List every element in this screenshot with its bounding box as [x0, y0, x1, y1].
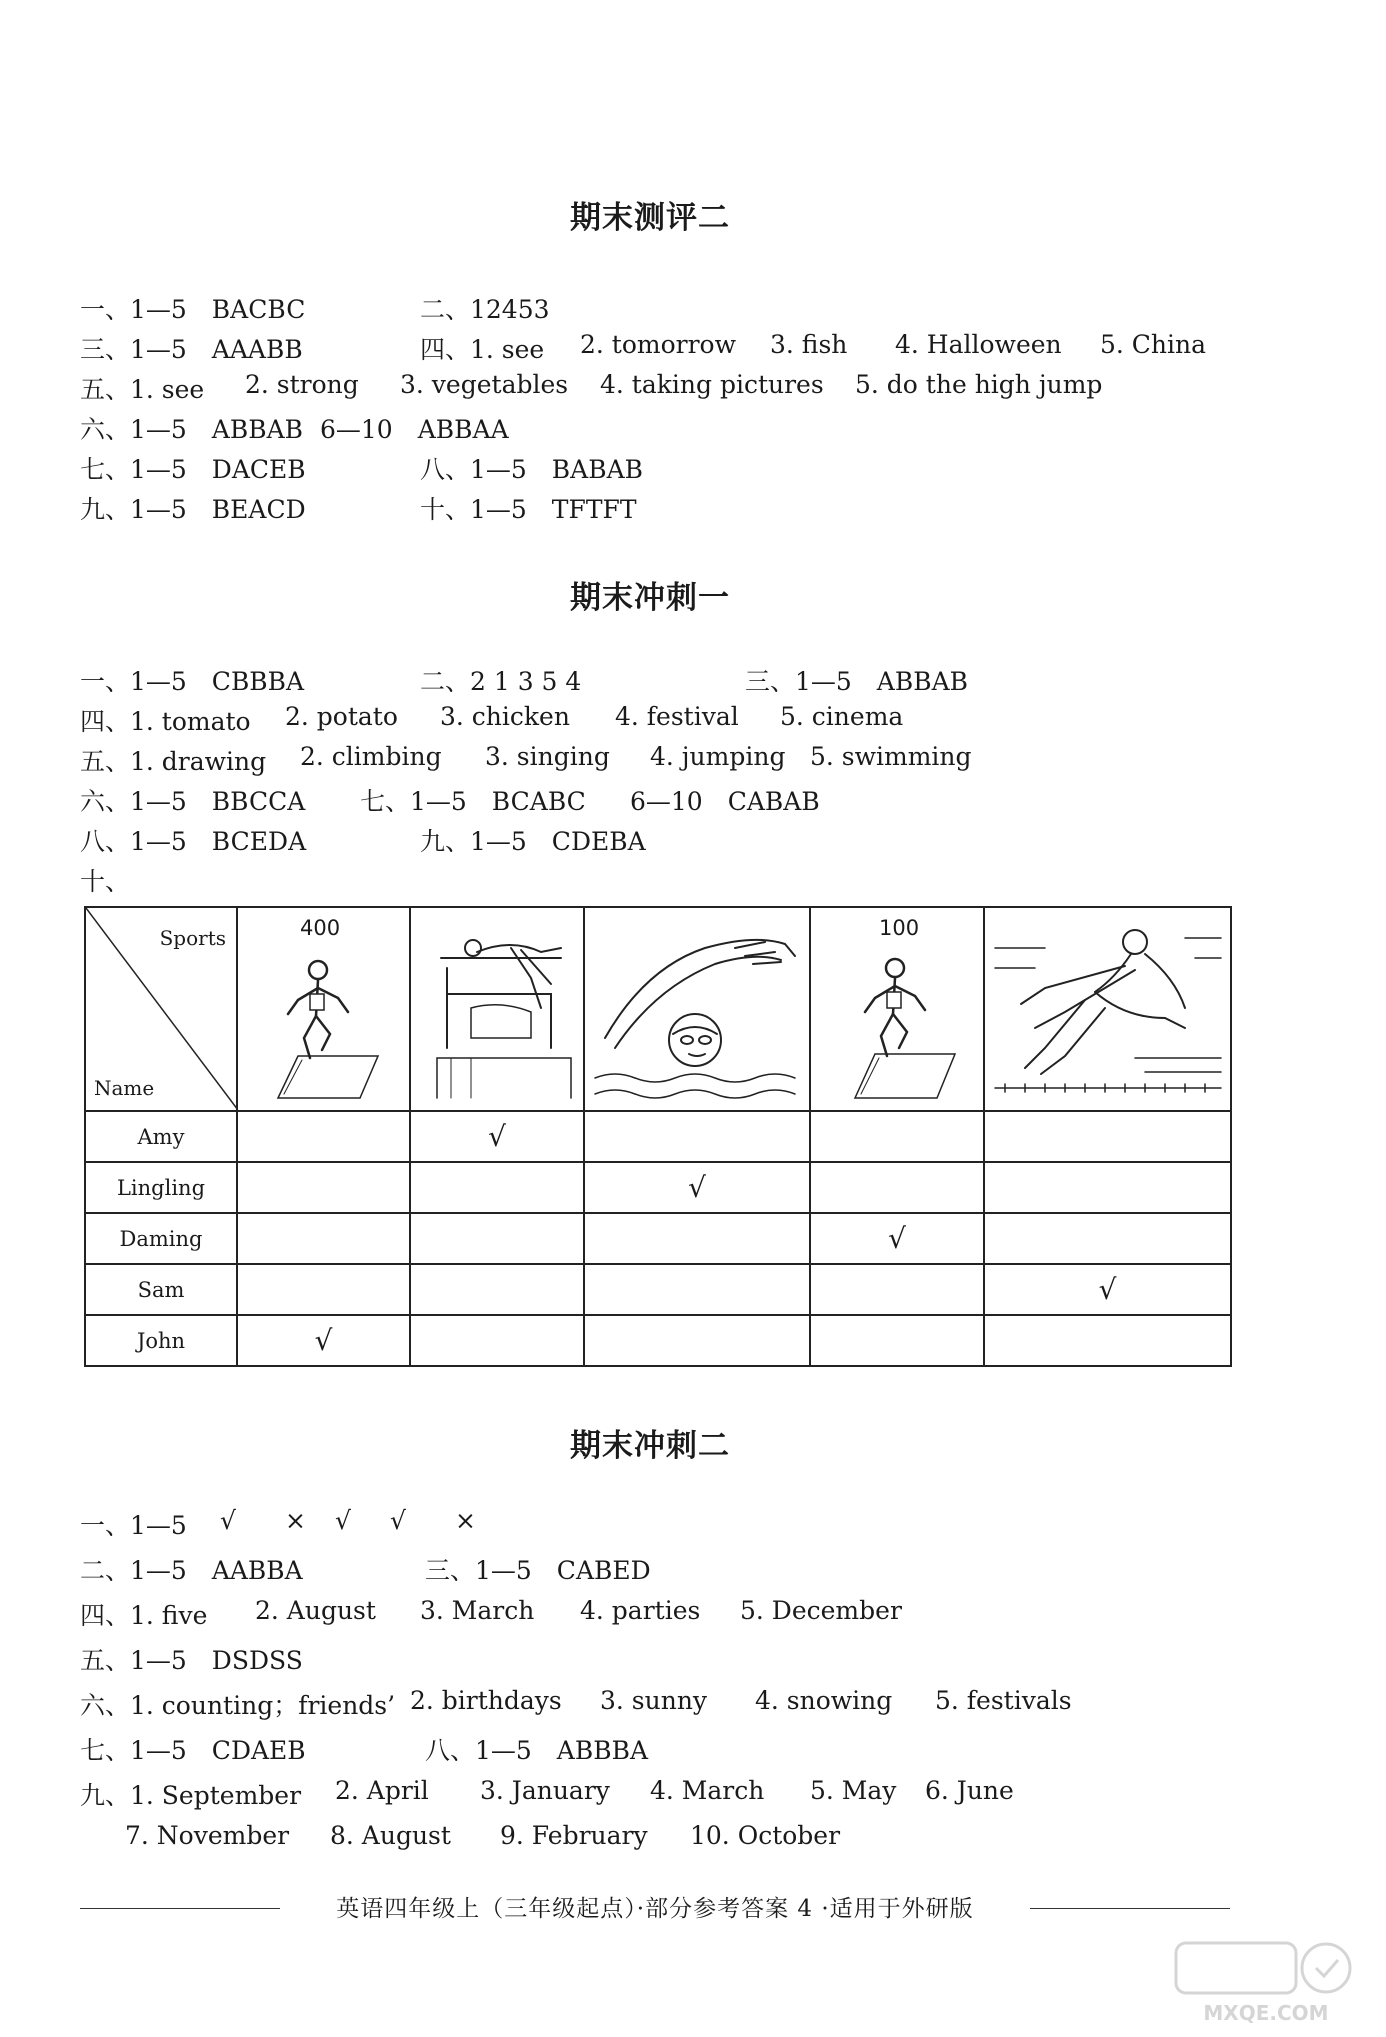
row-name: Amy — [85, 1111, 237, 1162]
answer-segment: 2. birthdays — [410, 1686, 562, 1715]
sport-header-5 — [984, 907, 1231, 1111]
row-name: Daming — [85, 1213, 237, 1264]
mark-cell: √ — [237, 1315, 410, 1366]
answer-segment: 四、1. five — [80, 1601, 208, 1630]
answer-segment: 三、1—5 AAABB — [80, 335, 303, 364]
mark-cell — [410, 1264, 584, 1315]
mark-cell — [984, 1213, 1231, 1264]
answer-segment: 一、1—5 BACBC — [80, 295, 306, 324]
answer-segment: 4. taking pictures — [600, 370, 824, 399]
answer-segment: 二、2 1 3 5 4 — [420, 667, 582, 696]
section-title-1: 期末测评二 — [570, 200, 730, 236]
mark-cell — [984, 1162, 1231, 1213]
answer-segment: 二、1—5 AABBA — [80, 1556, 303, 1585]
mark-cell — [584, 1111, 810, 1162]
row-name: Sam — [85, 1264, 237, 1315]
answer-segment: 4. March — [650, 1776, 765, 1805]
corner-cell — [85, 907, 237, 1111]
page-footer — [80, 1888, 1230, 1928]
answer-segment: √ — [390, 1506, 406, 1535]
answer-segment: 6. June — [925, 1776, 1014, 1805]
watermark-text: MXQE.COM — [1203, 2001, 1329, 2025]
answer-segment: 3. fish — [770, 330, 848, 359]
mark-cell — [237, 1111, 410, 1162]
answer-segment: 十、1—5 TFTFT — [420, 495, 637, 524]
answer-segment: 2. tomorrow — [580, 330, 737, 359]
answer-segment: 9. February — [500, 1821, 648, 1850]
section-title-2: 期末冲刺一 — [570, 580, 730, 616]
answer-segment: 2. potato — [285, 702, 398, 731]
sport-label: 400 — [300, 916, 341, 940]
answer-segment: 7. November — [125, 1821, 290, 1850]
answer-segment: 5. China — [1100, 330, 1207, 359]
answer-segment: 4. parties — [580, 1596, 701, 1625]
answer-segment: 6—10 ABBAA — [320, 415, 509, 444]
table-row — [85, 1162, 1231, 1213]
mark-cell — [237, 1162, 410, 1213]
answer-segment: 4. snowing — [755, 1686, 893, 1715]
row-name: Lingling — [85, 1162, 237, 1213]
answer-segment: √ — [335, 1506, 351, 1535]
answer-segment: 3. vegetables — [400, 370, 569, 399]
mark-cell — [810, 1111, 984, 1162]
row-name: John — [85, 1315, 237, 1366]
answer-segment: 10. October — [690, 1821, 841, 1850]
answer-segment: 5. cinema — [780, 702, 904, 731]
corner-label-sports: Sports — [159, 926, 226, 950]
mark-cell — [584, 1213, 810, 1264]
answer-segment: × — [285, 1506, 306, 1535]
answer-segment: 6—10 CABAB — [630, 787, 820, 816]
answer-segment: 十、 — [80, 867, 131, 896]
answer-segment: 四、1. see — [420, 335, 545, 364]
mark-cell — [810, 1162, 984, 1213]
section-title-3: 期末冲刺二 — [570, 1428, 730, 1464]
answer-segment: 八、1—5 BABAB — [420, 455, 644, 484]
footer-rule-right — [1030, 1908, 1230, 1909]
mark-cell — [237, 1264, 410, 1315]
answer-segment: √ — [220, 1506, 236, 1535]
high-jump-icon — [411, 908, 585, 1110]
answer-segment: 5. do the high jump — [855, 370, 1103, 399]
long-jump-icon — [985, 908, 1232, 1110]
mark-cell — [984, 1111, 1231, 1162]
answer-segment: 四、1. tomato — [80, 707, 251, 736]
sports-table — [84, 906, 1232, 1367]
answer-segment: 九、1. September — [80, 1781, 302, 1810]
answer-segment: 5. festivals — [935, 1686, 1072, 1715]
answer-segment: 一、1—5 CBBBA — [80, 667, 305, 696]
swimming-icon — [585, 908, 811, 1110]
answer-segment: 六、1—5 BBCCA — [80, 787, 306, 816]
answer-segment: 4. jumping — [650, 742, 786, 771]
answer-segment: 2. climbing — [300, 742, 442, 771]
answer-segment: 七、1—5 DACEB — [80, 455, 306, 484]
table-row — [85, 1264, 1231, 1315]
mark-cell — [584, 1315, 810, 1366]
answer-segment: 七、1—5 CDAEB — [80, 1736, 306, 1765]
mark-cell — [237, 1213, 410, 1264]
answer-segment: 8. August — [330, 1821, 451, 1850]
answer-segment: 3. chicken — [440, 702, 570, 731]
table-row — [85, 1213, 1231, 1264]
watermark-logo-icon — [1166, 1935, 1366, 2005]
footer-text: 英语四年级上（三年级起点）·部分参考答案 4 ·适用于外研版 — [336, 1896, 974, 1922]
footer-rule-left — [80, 1908, 280, 1909]
mark-cell: √ — [410, 1111, 584, 1162]
mark-cell: √ — [810, 1213, 984, 1264]
mark-cell — [584, 1264, 810, 1315]
answer-segment: 一、1—5 — [80, 1511, 187, 1540]
answer-segment: × — [455, 1506, 476, 1535]
answer-segment: 五、1—5 DSDSS — [80, 1646, 303, 1675]
answer-segment: 3. sunny — [600, 1686, 708, 1715]
mark-cell — [410, 1213, 584, 1264]
answer-segment: 八、1—5 BCEDA — [80, 827, 307, 856]
answer-segment: 九、1—5 CDEBA — [420, 827, 646, 856]
answer-segment: 5. May — [810, 1776, 897, 1805]
mark-cell — [984, 1315, 1231, 1366]
table-header-row — [85, 907, 1231, 1111]
answer-segment: 五、1. drawing — [80, 747, 267, 776]
answer-segment: 3. March — [420, 1596, 535, 1625]
table-row — [85, 1315, 1231, 1366]
answer-segment: 三、1—5 CABED — [425, 1556, 651, 1585]
answer-segment: 九、1—5 BEACD — [80, 495, 306, 524]
answer-segment: 五、1. see — [80, 375, 205, 404]
answer-segment: 2. August — [255, 1596, 376, 1625]
answer-segment: 2. April — [335, 1776, 429, 1805]
answer-segment: 4. festival — [615, 702, 739, 731]
answer-segment: 八、1—5 ABBBA — [425, 1736, 649, 1765]
answer-segment: 六、1. counting；friends’ — [80, 1691, 396, 1720]
answer-segment: 三、1—5 ABBAB — [745, 667, 969, 696]
mark-cell — [810, 1264, 984, 1315]
answer-segment: 六、1—5 ABBAB — [80, 415, 304, 444]
sport-header-4 — [810, 907, 984, 1111]
corner-label-name: Name — [94, 1076, 155, 1100]
mark-cell: √ — [584, 1162, 810, 1213]
sport-header-1 — [237, 907, 410, 1111]
site-watermark — [1166, 1935, 1366, 2025]
answer-segment: 5. December — [740, 1596, 902, 1625]
table-row — [85, 1111, 1231, 1162]
mark-cell — [810, 1315, 984, 1366]
answer-segment: 4. Halloween — [895, 330, 1062, 359]
sport-label: 100 — [879, 916, 920, 940]
answer-segment: 3. singing — [485, 742, 610, 771]
mark-cell — [410, 1162, 584, 1213]
mark-cell: √ — [984, 1264, 1231, 1315]
answer-segment: 七、1—5 BCABC — [360, 787, 586, 816]
sport-header-2 — [410, 907, 584, 1111]
answer-segment: 2. strong — [245, 370, 359, 399]
answer-segment: 二、12453 — [420, 295, 550, 324]
answer-segment: 5. swimming — [810, 742, 972, 771]
answer-segment: 3. January — [480, 1776, 610, 1805]
mark-cell — [410, 1315, 584, 1366]
sport-header-3 — [584, 907, 810, 1111]
